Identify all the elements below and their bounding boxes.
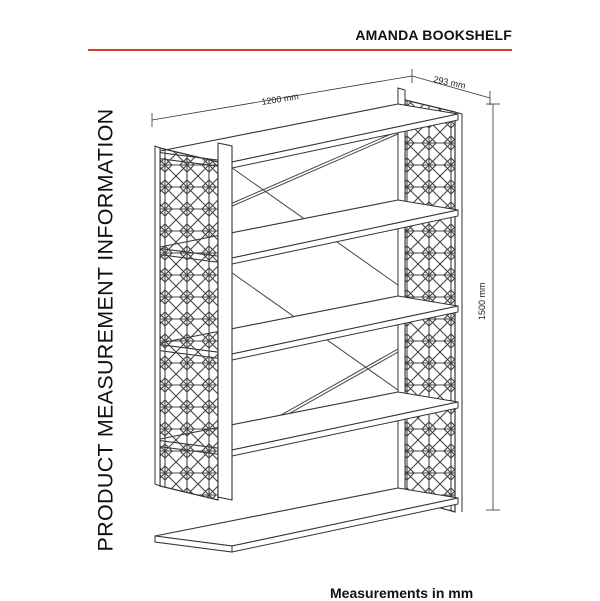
measurement-note: Measurements in mm bbox=[330, 585, 474, 601]
front-right-post bbox=[218, 143, 232, 500]
width-label: 1200 mm bbox=[260, 91, 300, 107]
height-dimension bbox=[486, 104, 500, 510]
depth-label: 293 mm bbox=[432, 74, 467, 91]
left-side-panel bbox=[155, 146, 218, 500]
height-label: 1500 mm bbox=[477, 282, 487, 320]
shelf-5 bbox=[155, 488, 458, 552]
side-title: PRODUCT MEASUREMENT INFORMATION bbox=[93, 108, 118, 552]
product-title: AMANDA BOOKSHELF bbox=[355, 27, 512, 43]
